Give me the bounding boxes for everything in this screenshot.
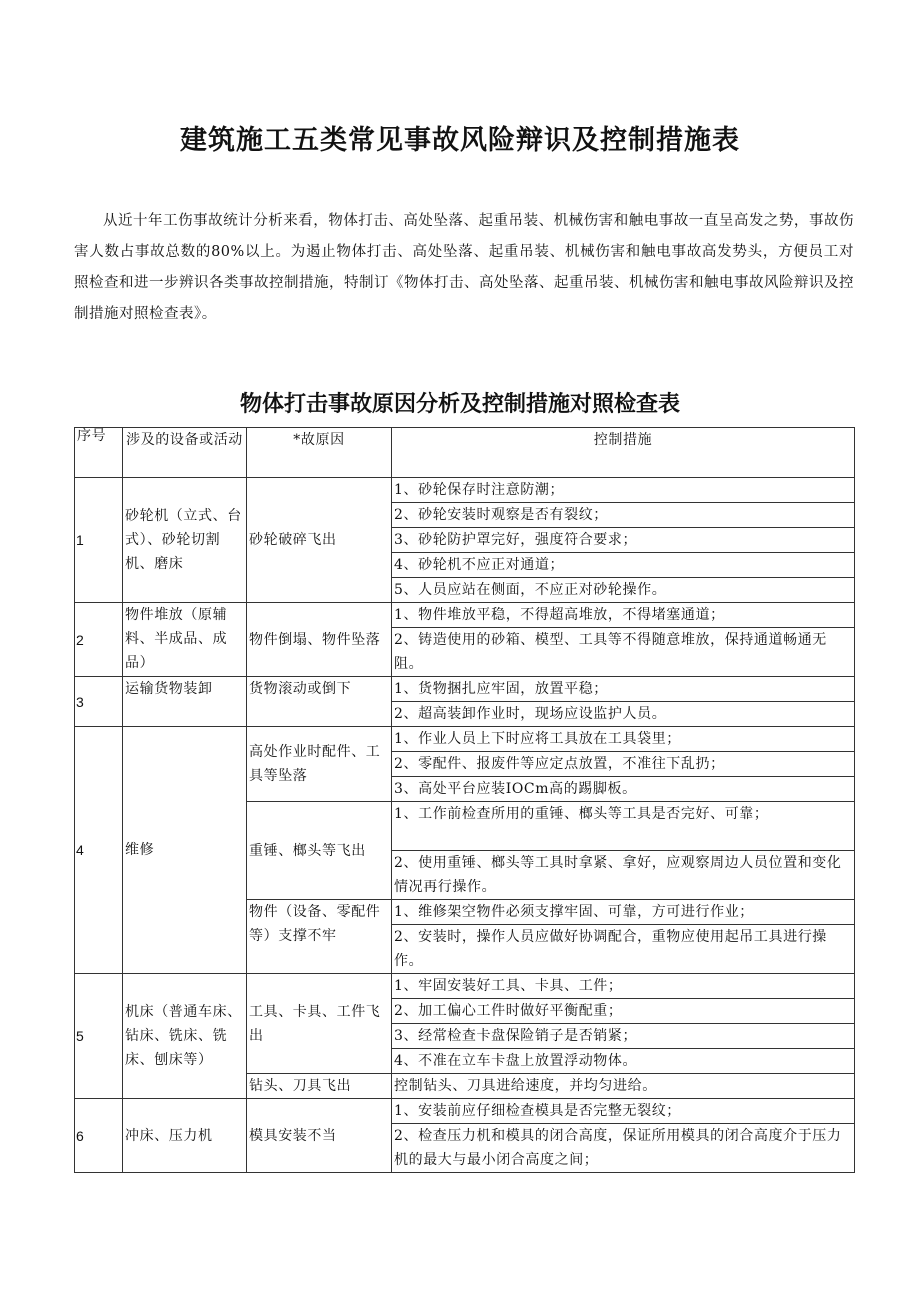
measure-cell: 2、加工偏心工件时做好平衡配重； bbox=[392, 999, 855, 1024]
header-equipment: 涉及的设备或活动 bbox=[123, 428, 247, 478]
row-number: 3 bbox=[75, 677, 123, 727]
equipment-cell: 运输货物装卸 bbox=[123, 677, 247, 727]
measure-cell: 2、检查压力机和模具的闭合高度，保证所用模具的闭合高度介于压力机的最大与最小闭合高度之间； bbox=[392, 1124, 855, 1173]
measure-cell: 3、砂轮防护罩完好，强度符合要求； bbox=[392, 528, 855, 553]
cause-cell: 工具、卡具、工件飞出 bbox=[247, 974, 392, 1074]
measure-cell: 控制钻头、刀具进给速度，并均匀进给。 bbox=[392, 1074, 855, 1099]
checklist-table bbox=[74, 427, 855, 1173]
measure-cell: 1、货物捆扎应牢固，放置平稳； bbox=[392, 677, 855, 702]
table-row bbox=[75, 603, 855, 628]
table-title: 物体打击事故原因分析及控制措施对照检查表 bbox=[239, 392, 680, 417]
table-row bbox=[75, 974, 855, 999]
measure-cell: 2、砂轮安装时观察是否有裂纹； bbox=[392, 503, 855, 528]
equipment-cell: 砂轮机（立式、台式）、砂轮切割机、磨床 bbox=[123, 478, 247, 603]
row-number: 6 bbox=[75, 1099, 123, 1173]
measure-cell: 2、零配件、报废件等应定点放置，不准往下乱扔； bbox=[392, 752, 855, 777]
row-number: 4 bbox=[75, 727, 123, 974]
measure-cell: 5、人员应站在侧面，不应正对砂轮操作。 bbox=[392, 578, 855, 603]
cause-cell: 物件（设备、零配件等）支撑不牢 bbox=[247, 900, 392, 974]
row-number: 2 bbox=[75, 603, 123, 677]
header-seq: 序号 bbox=[75, 428, 123, 478]
table-header-row bbox=[75, 428, 855, 478]
cause-cell: 高处作业时配件、工具等坠落 bbox=[247, 727, 392, 802]
header-cause: *故原因 bbox=[247, 428, 392, 478]
measure-cell: 1、维修架空物件必须支撑牢固、可靠，方可进行作业； bbox=[392, 900, 855, 925]
measure-cell: 4、砂轮机不应正对通道； bbox=[392, 553, 855, 578]
row-number: 5 bbox=[75, 974, 123, 1099]
document-title: 建筑施工五类常见事故风险辩识及控制措施表 bbox=[180, 125, 740, 156]
row-number: 1 bbox=[75, 478, 123, 603]
table-row bbox=[75, 677, 855, 702]
equipment-cell: 维修 bbox=[123, 727, 247, 974]
cause-cell: 砂轮破碎飞出 bbox=[247, 478, 392, 603]
measure-cell: 1、工作前检查所用的重锤、榔头等工具是否完好、可靠； bbox=[392, 802, 855, 851]
cause-cell: 模具安装不当 bbox=[247, 1099, 392, 1173]
equipment-cell: 冲床、压力机 bbox=[123, 1099, 247, 1173]
table-row bbox=[75, 1099, 855, 1124]
cause-cell: 物件倒塌、物件坠落 bbox=[247, 603, 392, 677]
measure-cell: 2、超高装卸作业时，现场应设监护人员。 bbox=[392, 702, 855, 727]
measure-cell: 1、牢固安装好工具、卡具、工件； bbox=[392, 974, 855, 999]
measure-cell: 1、物件堆放平稳，不得超高堆放，不得堵塞通道； bbox=[392, 603, 855, 628]
equipment-cell: 物件堆放（原辅料、半成品、成品） bbox=[123, 603, 247, 677]
equipment-cell: 机床（普通车床、钻床、铣床、铣床、刨床等） bbox=[123, 974, 247, 1099]
measure-cell: 1、作业人员上下时应将工具放在工具袋里； bbox=[392, 727, 855, 752]
measure-cell: 1、安装前应仔细检查模具是否完整无裂纹； bbox=[392, 1099, 855, 1124]
measure-cell: 3、经常检查卡盘保险销子是否销紧； bbox=[392, 1024, 855, 1049]
table-row bbox=[75, 478, 855, 503]
measure-cell: 3、高处平台应装IOCm高的踢脚板。 bbox=[392, 777, 855, 802]
cause-cell: 货物滚动或倒下 bbox=[247, 677, 392, 727]
measure-cell: 1、砂轮保存时注意防潮； bbox=[392, 478, 855, 503]
cause-cell: 钻头、刀具飞出 bbox=[247, 1074, 392, 1099]
measure-cell: 4、不准在立车卡盘上放置浮动物体。 bbox=[392, 1049, 855, 1074]
measure-cell: 2、安装时，操作人员应做好协调配合，重物应使用起吊工具进行操作。 bbox=[392, 925, 855, 974]
intro-paragraph: 从近十年工伤事故统计分析来看，物体打击、高处坠落、起重吊装、机械伤害和触电事故一直呈高发之势，事故伤害人数占事故总数的80%以上。为遏止物体打击、高处坠落、起重吊装、机械伤害和触电事故高发势头，方便员工对照检查和进一步辨识各类事故控制措施，特制订《物体打击、高处坠落、起重吊装、机械伤害和触电事故风险辩识及控制措施对照检查表》。 bbox=[74, 213, 854, 322]
cause-cell: 重锤、榔头等飞出 bbox=[247, 802, 392, 900]
measure-cell: 2、铸造使用的砂箱、模型、工具等不得随意堆放，保持通道畅通无阻。 bbox=[392, 628, 855, 677]
measure-cell: 2、使用重锤、榔头等工具时拿紧、拿好，应观察周边人员位置和变化情况再行操作。 bbox=[392, 851, 855, 900]
table-row bbox=[75, 727, 855, 752]
header-measures: 控制措施 bbox=[392, 428, 855, 478]
